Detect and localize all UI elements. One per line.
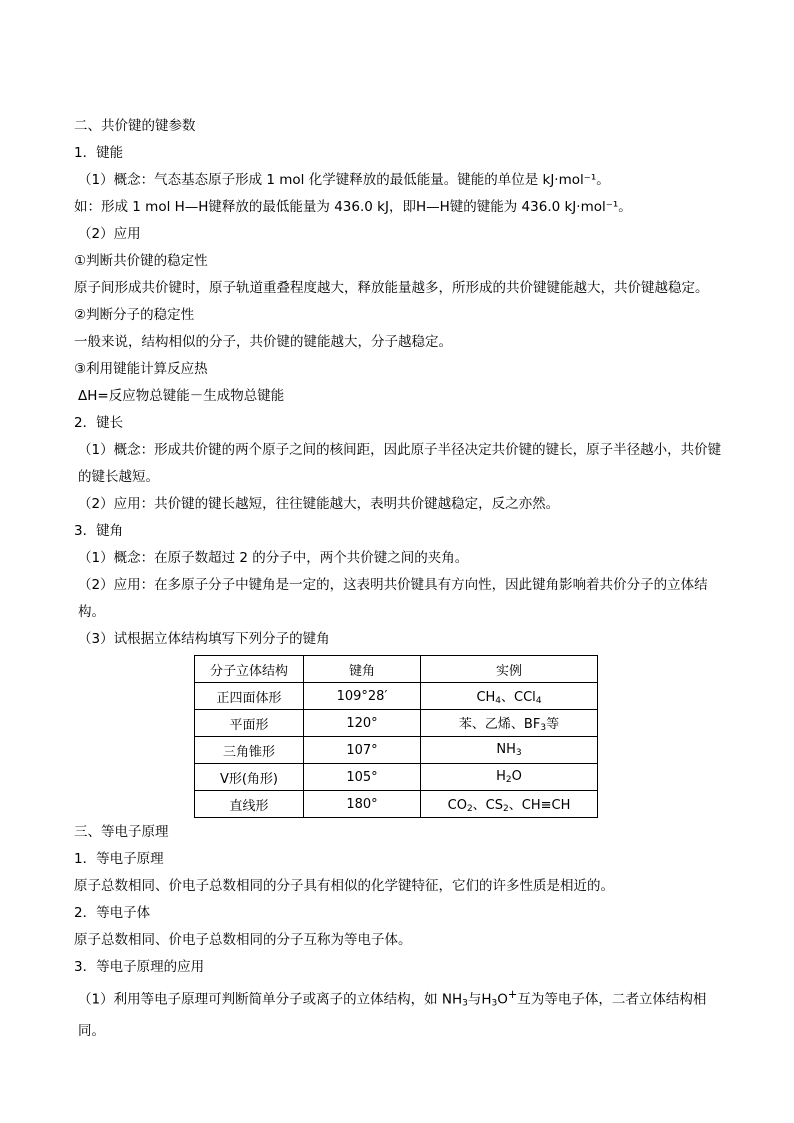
table-cell-angle: 120° bbox=[304, 710, 421, 737]
table-cell-example: 苯、乙烯、$BF_3$等 bbox=[421, 710, 598, 737]
table-row bbox=[195, 710, 598, 737]
table-cell-structure: 正四面体形 bbox=[195, 683, 304, 710]
table-header-angle: 键角 bbox=[304, 656, 421, 683]
application-2-text: 一般来说，结构相似的分子，共价键的键能越大，分子越稳定。 bbox=[74, 334, 452, 350]
section-heading-bond-parameters: 二、共价键的键参数 bbox=[74, 118, 196, 134]
table-row bbox=[195, 683, 598, 710]
bond-energy-application-title: （2）应用 bbox=[78, 226, 141, 242]
application-3-formula: ΔH=反应物总键能－生成物总键能 bbox=[78, 388, 285, 404]
subheading-bond-length: 2．键长 bbox=[74, 415, 124, 431]
subheading-isoelectronic-application: 3．等电子原理的应用 bbox=[74, 959, 205, 975]
table-row bbox=[195, 737, 598, 764]
bond-energy-concept: （1）概念：气态基态原子形成 1 mol 化学键释放的最低能量。键能的单位是 kJ·mol⁻¹。 bbox=[78, 172, 610, 188]
isoelectronic-species-text: 原子总数相同、价电子总数相同的分子互称为等电子体。 bbox=[74, 932, 412, 948]
bond-angle-table bbox=[194, 655, 598, 818]
table-header-example: 实例 bbox=[421, 656, 598, 683]
table-cell-angle: 180° bbox=[304, 791, 421, 818]
bond-energy-example: 如：形成 1 mol H—H键释放的最低能量为 436.0 kJ，即H—H键的键能为 436.0 kJ·mol⁻¹。 bbox=[74, 199, 632, 215]
application-1-title: ①判断共价键的稳定性 bbox=[74, 253, 208, 269]
bond-length-application: （2）应用：共价键的键长越短，往往键能越大，表明共价键越稳定，反之亦然。 bbox=[78, 496, 560, 512]
section-heading-isoelectronic: 三、等电子原理 bbox=[74, 824, 169, 840]
subheading-bond-energy: 1．键能 bbox=[74, 145, 124, 161]
table-cell-example: $CH_4$、CCl$_4$ bbox=[421, 683, 598, 710]
table-cell-example: $H_2O$ bbox=[421, 764, 598, 791]
bond-angle-application: （2）应用：在多原子分子中键角是一定的，这表明共价键具有方向性，因此键角影响着共价分子的立体结构。 bbox=[78, 577, 708, 620]
table-row bbox=[195, 791, 598, 818]
bond-angle-concept: （1）概念：在原子数超过 2 的分子中，两个共价键之间的夹角。 bbox=[78, 550, 469, 566]
subheading-isoelectronic-principle: 1．等电子原理 bbox=[74, 851, 164, 867]
table-cell-example: $NH_3$ bbox=[421, 737, 598, 764]
table-cell-angle: 107° bbox=[304, 737, 421, 764]
bond-length-concept: （1）概念：形成共价键的两个原子之间的核间距，因此原子半径决定共价键的键长，原子半径越小，共价键的键长越短。 bbox=[78, 442, 722, 485]
table-cell-angle: 109°28′ bbox=[304, 683, 421, 710]
subheading-isoelectronic-species: 2．等电子体 bbox=[74, 905, 151, 921]
table-row bbox=[195, 764, 598, 791]
application-3-title: ③利用键能计算反应热 bbox=[74, 361, 208, 377]
table-cell-structure: 平面形 bbox=[195, 710, 304, 737]
table-header-structure: 分子立体结构 bbox=[195, 656, 304, 683]
isoelectronic-application-text: （1）利用等电子原理可判断简单分子或离子的立体结构，如 $NH_3$与$H_3O^+$互为等电子体，二者立体结构相同。 bbox=[78, 988, 707, 1039]
table-cell-structure: 直线形 bbox=[195, 791, 304, 818]
table-cell-structure: 三角锥形 bbox=[195, 737, 304, 764]
document-content bbox=[74, 113, 724, 1045]
isoelectronic-principle-text: 原子总数相同、价电子总数相同的分子具有相似的化学键特征，它们的许多性质是相近的。 bbox=[74, 878, 614, 894]
table-cell-structure: V形(角形) bbox=[195, 764, 304, 791]
table-header-row bbox=[195, 656, 598, 683]
bond-angle-task: （3）试根据立体结构填写下列分子的键角 bbox=[78, 631, 330, 647]
application-2-title: ②判断分子的稳定性 bbox=[74, 307, 195, 323]
table-cell-example: $CO_2$、$CS_2$、CH≡CH bbox=[421, 791, 598, 818]
subheading-bond-angle: 3．键角 bbox=[74, 523, 124, 539]
application-1-text: 原子间形成共价键时，原子轨道重叠程度越大，释放能量越多，所形成的共价键键能越大，共价键越稳定。 bbox=[74, 280, 709, 296]
table-cell-angle: 105° bbox=[304, 764, 421, 791]
